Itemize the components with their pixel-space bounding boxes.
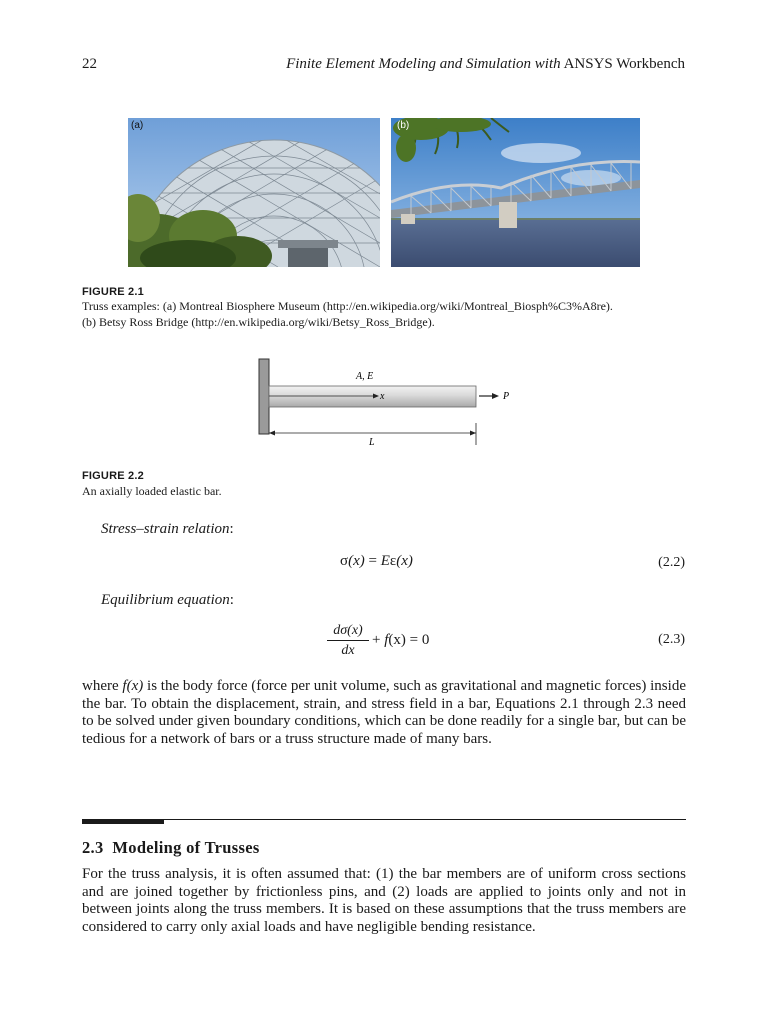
eq-2-2-rhs-arg: (x) bbox=[396, 553, 413, 569]
eq-2-2-equals: = bbox=[364, 553, 381, 569]
para1-post: is the body force (force per unit volume, such as gravitational and magnetic forces) inside the bar. To obtain the displacement, strain, and stress field in a bar, Equations 2.1 through 2.3 need to be solved under given boundary conditions, which can be done readily for a single bar, but can be tedious for a network of bars or a truss structure made of many bars. bbox=[82, 678, 686, 747]
equilibrium-intro-text: Equilibrium equation bbox=[101, 592, 230, 608]
para1-fx: f(x) bbox=[122, 678, 144, 694]
stress-strain-intro-text: Stress–strain relation bbox=[101, 521, 230, 537]
elastic-bar-diagram bbox=[250, 355, 520, 455]
section-props-label: A, E bbox=[356, 371, 374, 382]
bridge-photo bbox=[391, 118, 640, 267]
fixed-wall bbox=[259, 359, 269, 434]
length-arrow-left bbox=[269, 431, 275, 436]
figure-2-2-caption: An axially loaded elastic bar. bbox=[82, 484, 222, 498]
figure-2-1-caption-line1: Truss examples: (a) Montreal Biosphere Museum (http://en.wikipedia.org/wiki/Montreal_Biosph%C3%A8re). bbox=[82, 299, 613, 313]
panel-b-label: (b) bbox=[397, 120, 410, 131]
running-title-italic: Finite Element Modeling and Simulation with bbox=[286, 56, 561, 72]
equation-2-2-number: (2.2) bbox=[658, 555, 685, 570]
force-label: P bbox=[503, 391, 510, 402]
equation-2-3-fraction bbox=[327, 623, 369, 659]
bar-diagram-svg bbox=[250, 355, 520, 455]
running-title-plain: ANSYS Workbench bbox=[563, 56, 685, 72]
eq-2-2-E: E bbox=[380, 553, 390, 569]
equation-2-3-rest bbox=[372, 632, 429, 649]
eq-2-3-tail: (x) = 0 bbox=[388, 632, 430, 648]
length-label: L bbox=[369, 437, 375, 448]
bridge-illustration bbox=[391, 118, 640, 267]
body-paragraph-1 bbox=[82, 678, 686, 748]
eq-2-3-plus: + bbox=[372, 632, 385, 648]
axis-label: x bbox=[380, 391, 385, 402]
figure-2-1-caption bbox=[82, 298, 692, 330]
eq-2-3-numerator: dσ(x) bbox=[327, 623, 369, 641]
eq-2-3-f: f bbox=[384, 632, 389, 648]
eq-2-2-lhs-arg: (x) bbox=[348, 553, 365, 569]
section-heading bbox=[82, 838, 260, 858]
figure-2-1-caption-line2: (b) Betsy Ross Bridge (http://en.wikipedia.org/wiki/Betsy_Ross_Bridge). bbox=[82, 315, 435, 329]
equation-2-2 bbox=[340, 553, 413, 570]
force-arrowhead bbox=[492, 393, 499, 399]
figure-2-1-label: FIGURE 2.1 bbox=[82, 286, 144, 298]
intro-colon: : bbox=[229, 592, 234, 608]
dome-illustration bbox=[128, 118, 380, 267]
panel-a-label: (a) bbox=[131, 120, 144, 131]
section-rule bbox=[82, 819, 686, 820]
page-number: 22 bbox=[82, 56, 97, 72]
section-rule-accent bbox=[82, 819, 164, 824]
section-number: 2.3 bbox=[82, 838, 104, 857]
biosphere-dome-photo bbox=[128, 118, 380, 267]
section-title: Modeling of Trusses bbox=[112, 838, 260, 857]
para1-pre: where bbox=[82, 678, 123, 694]
intro-colon: : bbox=[229, 521, 234, 537]
equilibrium-intro bbox=[101, 592, 234, 609]
eq-2-2-epsilon: ε bbox=[389, 553, 397, 569]
eq-2-3-denominator: dx bbox=[341, 643, 355, 658]
eq-2-2-sigma: σ bbox=[340, 553, 349, 569]
body-paragraph-2: For the truss analysis, it is often assumed that: (1) the bar members are of uniform cross sections and are joined together by frictionless pins, and (2) loads are applied to joints only and not in between joints along the truss members. It is based on these assumptions that the truss members are considered to carry only axial loads and have negligible bending resistance. bbox=[82, 866, 686, 935]
bar-body bbox=[269, 386, 476, 407]
running-header bbox=[286, 56, 685, 73]
equation-2-3-number: (2.3) bbox=[658, 632, 685, 647]
length-arrow-right bbox=[470, 431, 476, 436]
figure-2-2-label: FIGURE 2.2 bbox=[82, 470, 144, 482]
stress-strain-intro bbox=[101, 521, 234, 538]
